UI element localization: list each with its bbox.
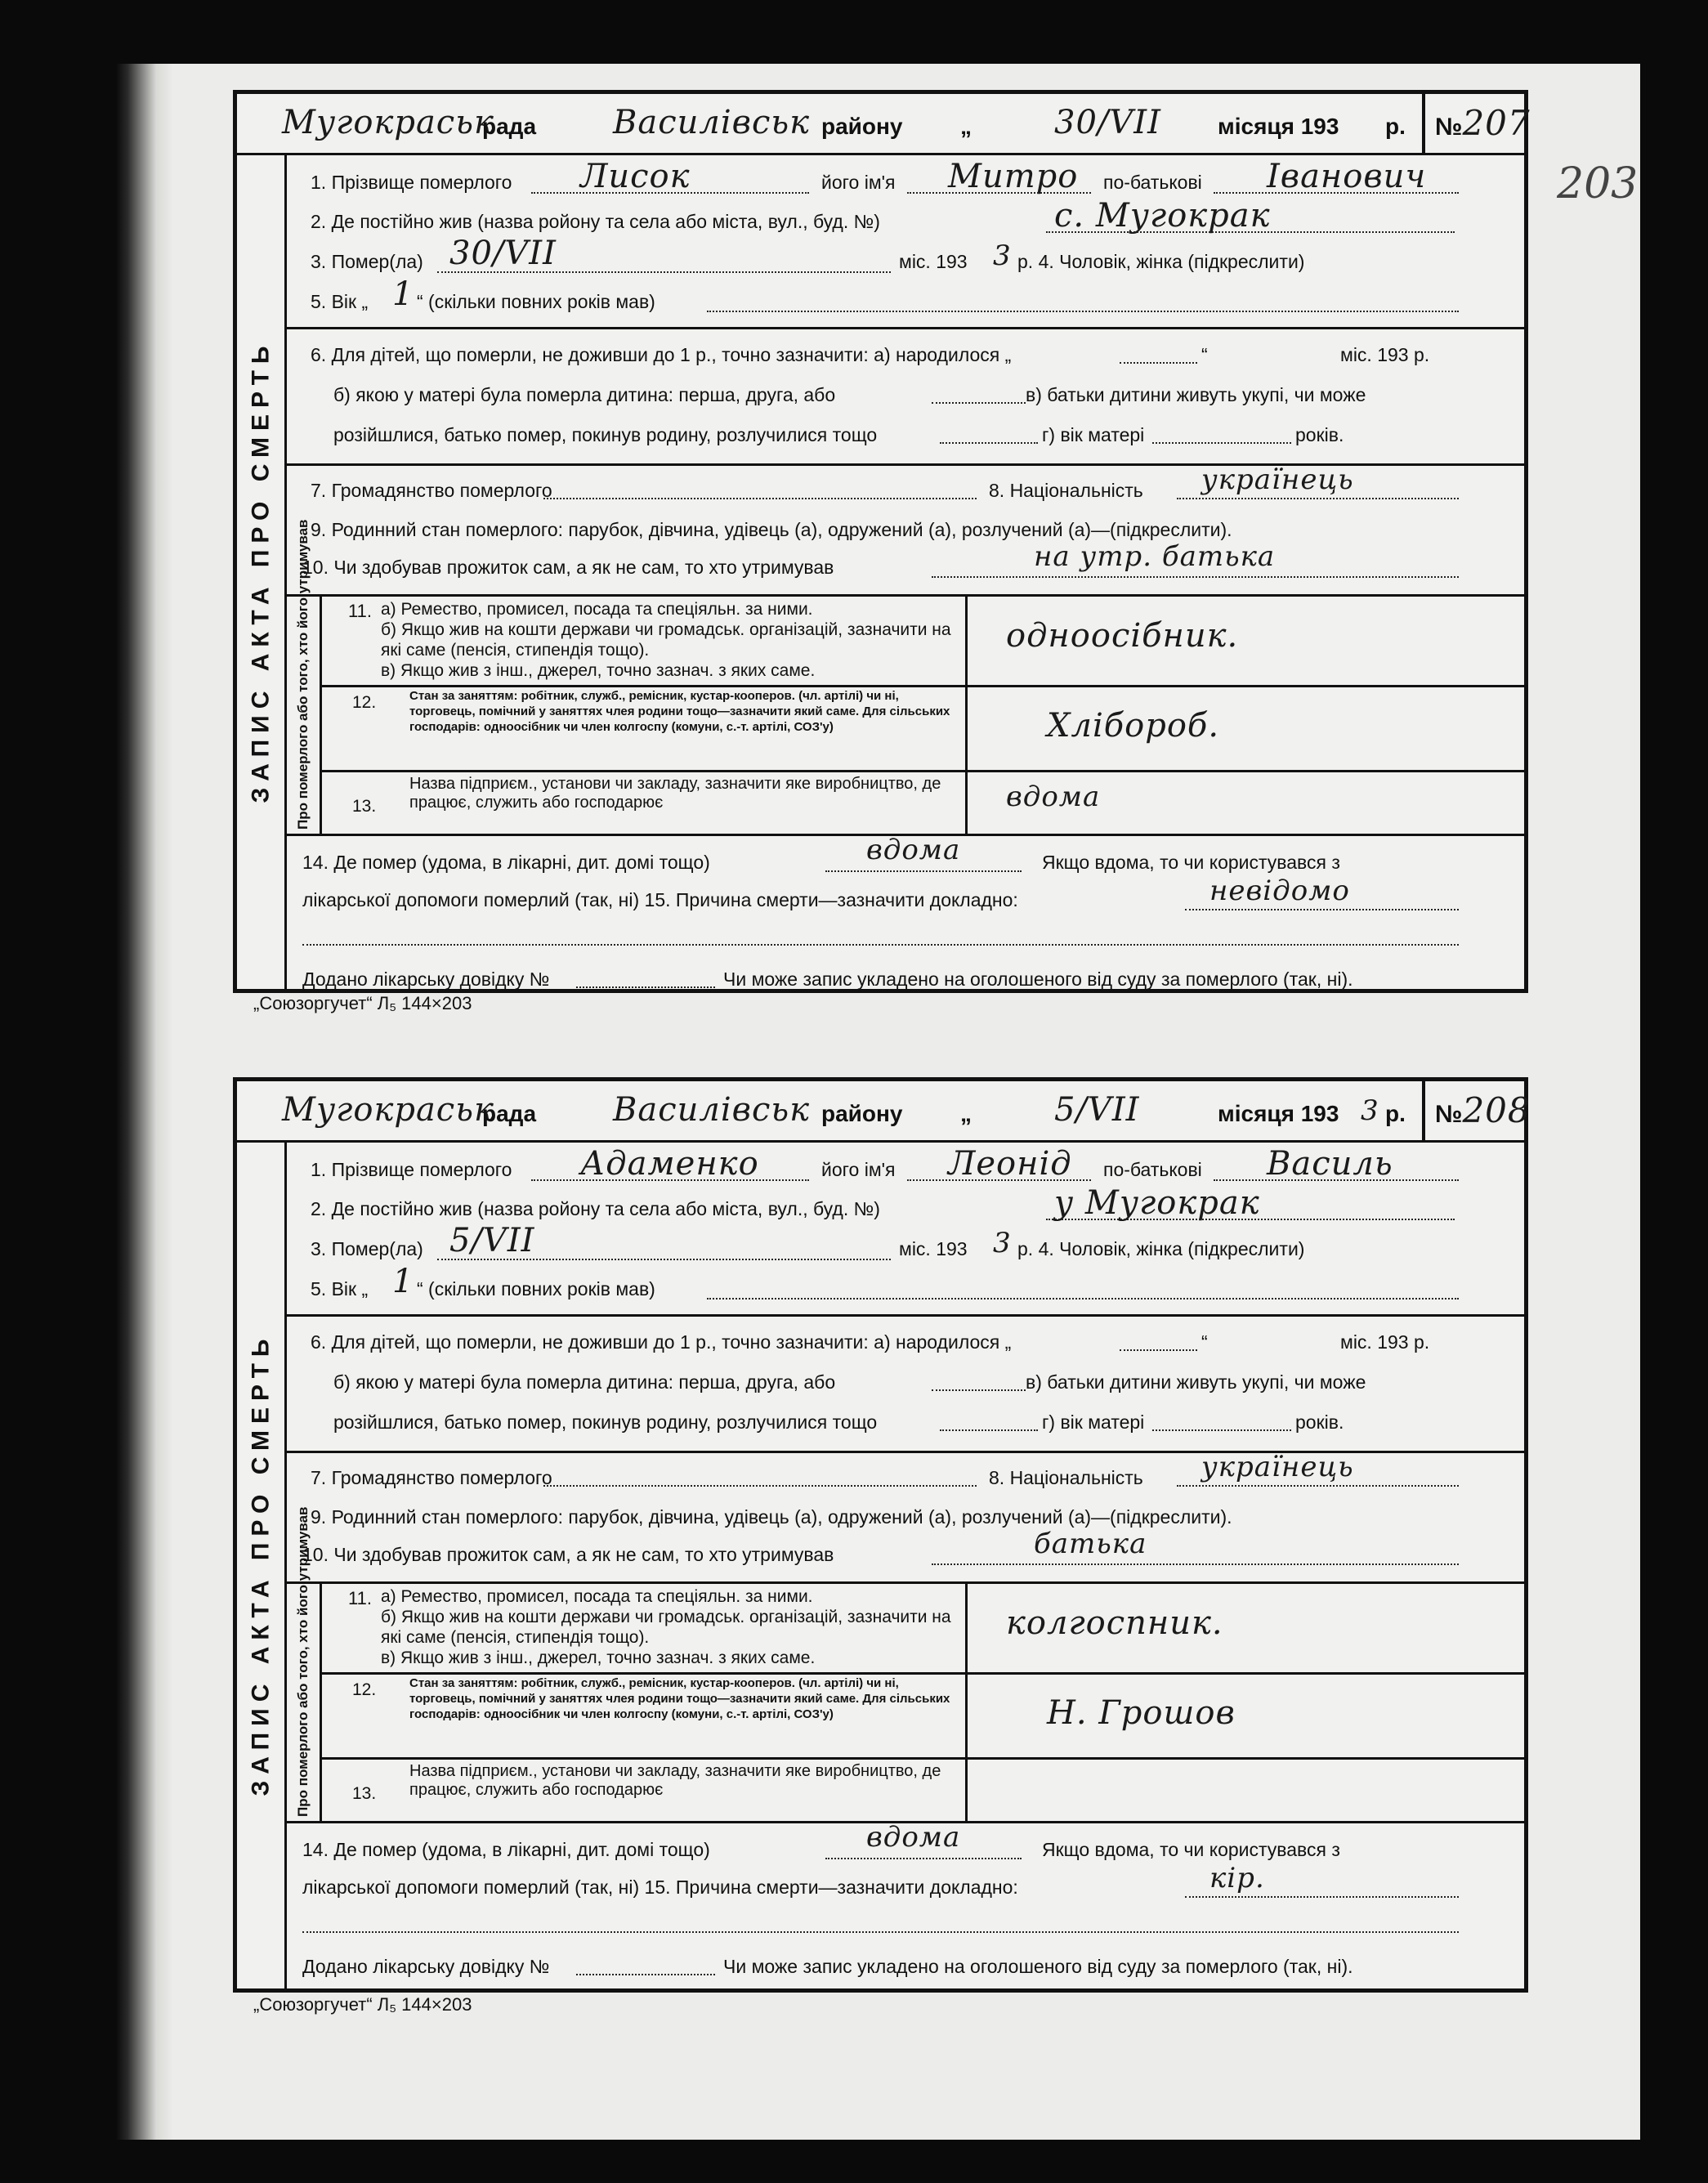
workplace: вдома bbox=[1006, 781, 1101, 813]
record-footer: „Союзоргучет“ Л₅ 144×203 bbox=[253, 993, 472, 1013]
raion-label: району bbox=[821, 114, 903, 139]
quote-open: „ bbox=[960, 1101, 972, 1126]
field-6c-label: розійшлися, батько помер, покинув родину, розлучилися тощо bbox=[333, 1411, 878, 1433]
field-7-label: 7. Громадянство померлого bbox=[311, 1467, 552, 1488]
death-year: 3 bbox=[993, 1227, 1012, 1259]
r-label: р. bbox=[1385, 1101, 1406, 1126]
occupation-side-label: Про померлого або того, хто його утримував bbox=[295, 519, 311, 830]
side-title-column bbox=[237, 1140, 287, 1988]
field-6g-label: г) вік матері bbox=[1042, 424, 1145, 445]
field-14-label: 14. Де помер (удома, в лікарні, дит. домі тощо) bbox=[302, 1839, 710, 1860]
field-6-quote: “ bbox=[1201, 1331, 1208, 1353]
occupation: одноосібник. bbox=[1006, 617, 1239, 655]
given-name: Митро bbox=[948, 158, 1079, 195]
social-status: Н. Грошов bbox=[1047, 1694, 1236, 1732]
field-9-label: 9. Родинний стан померлого: парубок, дівчина, удівець (а), одружений (а), розлучений (а)—(підкреслити). bbox=[311, 1506, 1232, 1528]
field-4-label: р. 4. Чоловік, жінка (підкреслити) bbox=[1017, 251, 1305, 272]
record-number: 208 bbox=[1462, 1090, 1531, 1130]
nationality: українець bbox=[1201, 1451, 1354, 1483]
field-13-text: Назва підприєм., установи чи закладу, зазначити яке виробництво, де працює, служить або господарює bbox=[409, 775, 941, 812]
field-3-label: 3. Помер(ла) bbox=[311, 251, 423, 272]
field-6-years: років. bbox=[1295, 1411, 1344, 1433]
record-header bbox=[237, 1081, 1531, 1143]
month-year-label: місяця 193 bbox=[1218, 1101, 1339, 1126]
rada-name: Мугокраськ bbox=[282, 1091, 494, 1129]
cause-of-death: кір. bbox=[1209, 1862, 1265, 1894]
occupation-side-label: Про померлого або того, хто його утримував bbox=[295, 1506, 311, 1817]
record-date: 5/VII bbox=[1054, 1091, 1140, 1129]
rada-name: Мугокраськ bbox=[282, 104, 494, 141]
field-1-patronymic-label: по-батькові bbox=[1103, 1159, 1202, 1180]
death-year: 3 bbox=[993, 239, 1012, 272]
field-11-text: а) Ремество, промисел, посада та спеціяльн. за ними. б) Якщо жив на кошти держави чи громадськ. організацій, зазначити на які саме (пенсія, стипендія тощо). в) Якщо жив з інш., джерел, точно зазнач. з яких саме. bbox=[381, 1587, 951, 1667]
field-10-label: 10. Чи здобував прожиток сам, а як не сам, то хто утримував bbox=[302, 1544, 834, 1565]
r-label: р. bbox=[1385, 114, 1406, 139]
record-number-box bbox=[1422, 94, 1531, 153]
field-16-court-label: Чи може запис укладено на оголошеного від суду за померлого (так, ні). bbox=[723, 968, 1353, 990]
field-12-num: 12. bbox=[352, 693, 377, 712]
record-date: 30/VII bbox=[1054, 104, 1161, 141]
field-15-label: лікарської допомоги померлий (так, ні) 15. Причина смерти—зазначити докладно: bbox=[302, 889, 1018, 910]
record-footer: „Союзоргучет“ Л₅ 144×203 bbox=[253, 1994, 472, 2015]
field-6g-label: г) вік матері bbox=[1042, 1411, 1145, 1433]
field-7-label: 7. Громадянство померлого bbox=[311, 480, 552, 501]
field-6-month: міс. 193 р. bbox=[1340, 1331, 1430, 1353]
rada-label: рада bbox=[482, 1101, 537, 1126]
field-8-label: 8. Національність bbox=[989, 1467, 1143, 1488]
cause-of-death: невідомо bbox=[1209, 875, 1350, 907]
social-status: Хлібороб. bbox=[1047, 707, 1220, 745]
field-14-home-label: Якщо вдома, то чи користувався з bbox=[1042, 1839, 1340, 1860]
side-title: ЗАПИС АКТА ПРО СМЕРТЬ bbox=[247, 1332, 274, 1796]
patronymic: Іванович bbox=[1267, 158, 1427, 195]
raion-name: Василівськ bbox=[613, 1091, 811, 1129]
record-number-box bbox=[1422, 1081, 1531, 1140]
field-5-suffix: “ (скільки повних років мав) bbox=[417, 291, 655, 312]
record-year: 3 bbox=[1361, 1094, 1379, 1127]
field-10-label: 10. Чи здобував прожиток сам, а як не сам, то хто утримував bbox=[302, 557, 834, 578]
field-6-quote: “ bbox=[1201, 344, 1208, 365]
record-header bbox=[237, 94, 1531, 155]
field-16-label: Додано лікарську довідку № bbox=[302, 968, 550, 990]
side-title-column bbox=[237, 153, 287, 989]
surname: Адаменко bbox=[580, 1145, 759, 1183]
field-5-label: 5. Вік „ bbox=[311, 1278, 369, 1300]
number-label: № bbox=[1435, 114, 1463, 141]
surname: Лисок bbox=[580, 158, 691, 195]
field-2-label: 2. Де постійно жив (назва ройону та села або міста, вул., буд. №) bbox=[311, 1198, 880, 1219]
field-13-num: 13. bbox=[352, 1784, 377, 1803]
field-9-label: 9. Родинний стан померлого: парубок, дівчина, удівець (а), одружений (а), розлучений (а)—(підкреслити). bbox=[311, 519, 1232, 540]
field-16-label: Додано лікарську довідку № bbox=[302, 1956, 550, 1977]
occupation: колгоспник. bbox=[1006, 1604, 1223, 1642]
field-12-text: Стан за заняттям: робітник, служб., ремісник, кустар-кооперов. (чл. артілі) чи ні, торговець, помічний у заняттях члея родини тощо—зазначити який саме. Для сільських господарів: одноосібник чи член колгоспу (комуни, с.-т. артілі, СОЗ'у) bbox=[409, 689, 950, 734]
death-record-208 bbox=[233, 1077, 1531, 1993]
field-6-month: міс. 193 р. bbox=[1340, 344, 1430, 365]
field-6v-label: в) батьки дитини живуть укупі, чи може bbox=[1026, 384, 1366, 405]
torn-edge bbox=[116, 64, 173, 2140]
field-6b-label: б) якою у матері була померла дитина: перша, друга, або bbox=[333, 1371, 836, 1393]
field-5-label: 5. Вік „ bbox=[311, 291, 369, 312]
side-title: ЗАПИС АКТА ПРО СМЕРТЬ bbox=[247, 339, 274, 803]
field-15-label: лікарської допомоги померлий (так, ні) 15. Причина смерти—зазначити докладно: bbox=[302, 1877, 1018, 1898]
field-16-court-label: Чи може запис укладено на оголошеного від суду за померлого (так, ні). bbox=[723, 1956, 1353, 1977]
field-1-name-label: його ім'я bbox=[821, 1159, 896, 1180]
supported-by: на утр. батька bbox=[1034, 540, 1276, 573]
field-6c-label: розійшлися, батько помер, покинув родину, розлучилися тощо bbox=[333, 424, 878, 445]
month-year-label: місяця 193 bbox=[1218, 114, 1339, 139]
field-1-patronymic-label: по-батькові bbox=[1103, 172, 1202, 193]
field-13-text: Назва підприєм., установи чи закладу, зазначити яке виробництво, де працює, служить або господарює bbox=[409, 1762, 941, 1799]
residence: у Мугокрак bbox=[1054, 1184, 1260, 1222]
field-14-label: 14. Де помер (удома, в лікарні, дит. домі тощо) bbox=[302, 852, 710, 873]
field-6-years: років. bbox=[1295, 424, 1344, 445]
death-record-207 bbox=[233, 90, 1531, 993]
field-3-month-label: міс. 193 bbox=[899, 251, 968, 272]
field-6v-label: в) батьки дитини живуть укупі, чи може bbox=[1026, 1371, 1366, 1393]
given-name: Леонід bbox=[948, 1145, 1072, 1183]
field-2-label: 2. Де постійно жив (назва ройону та села або міста, вул., буд. №) bbox=[311, 211, 880, 232]
field-6-label: 6. Для дітей, що померли, не доживши до 1 р., точно зазначити: а) народилося „ bbox=[311, 344, 1012, 365]
date-of-death: 5/VII bbox=[449, 1222, 535, 1259]
field-8-label: 8. Національність bbox=[989, 480, 1143, 501]
field-12-num: 12. bbox=[352, 1680, 377, 1699]
place-of-death: вдома bbox=[866, 834, 961, 866]
field-6-label: 6. Для дітей, що померли, не доживши до 1 р., точно зазначити: а) народилося „ bbox=[311, 1331, 1012, 1353]
page-number: 203 bbox=[1557, 159, 1639, 208]
field-13-num: 13. bbox=[352, 797, 377, 816]
residence: с. Мугокрак bbox=[1054, 197, 1271, 235]
nationality: українець bbox=[1201, 463, 1354, 496]
field-4-label: р. 4. Чоловік, жінка (підкреслити) bbox=[1017, 1238, 1305, 1259]
number-label: № bbox=[1435, 1101, 1463, 1128]
field-1-label: 1. Прізвище померлого bbox=[311, 1159, 512, 1180]
field-6b-label: б) якою у матері була померла дитина: перша, друга, або bbox=[333, 384, 836, 405]
field-11-num: 11. bbox=[348, 1588, 372, 1608]
field-3-label: 3. Помер(ла) bbox=[311, 1238, 423, 1259]
field-5-suffix: “ (скільки повних років мав) bbox=[417, 1278, 655, 1300]
field-1-name-label: його ім'я bbox=[821, 172, 896, 193]
field-1-label: 1. Прізвище померлого bbox=[311, 172, 512, 193]
raion-label: району bbox=[821, 1101, 903, 1126]
date-of-death: 30/VII bbox=[449, 235, 557, 272]
patronymic: Василь bbox=[1267, 1145, 1393, 1183]
rada-label: рада bbox=[482, 114, 537, 139]
age: 1 bbox=[392, 1263, 414, 1300]
field-12-text: Стан за заняттям: робітник, служб., ремісник, кустар-кооперов. (чл. артілі) чи ні, торговець, помічний у заняттях члея родини тощо—зазначити який саме. Для сільських господарів: одноосібник чи член колгоспу (комуни, с.-т. артілі, СОЗ'у) bbox=[409, 1676, 950, 1721]
field-11-num: 11. bbox=[348, 601, 372, 621]
field-3-month-label: міс. 193 bbox=[899, 1238, 968, 1259]
quote-open: „ bbox=[960, 114, 972, 139]
supported-by: батька bbox=[1034, 1528, 1147, 1560]
place-of-death: вдома bbox=[866, 1821, 961, 1854]
raion-name: Василівськ bbox=[613, 104, 811, 141]
age: 1 bbox=[392, 275, 414, 313]
record-number: 207 bbox=[1462, 103, 1531, 143]
field-14-home-label: Якщо вдома, то чи користувався з bbox=[1042, 852, 1340, 873]
field-11-text: а) Ремество, промисел, посада та спеціяльн. за ними. б) Якщо жив на кошти держави чи громадськ. організацій, зазначити на які саме (пенсія, стипендія тощо). в) Якщо жив з інш., джерел, точно зазнач. з яких саме. bbox=[381, 600, 951, 680]
